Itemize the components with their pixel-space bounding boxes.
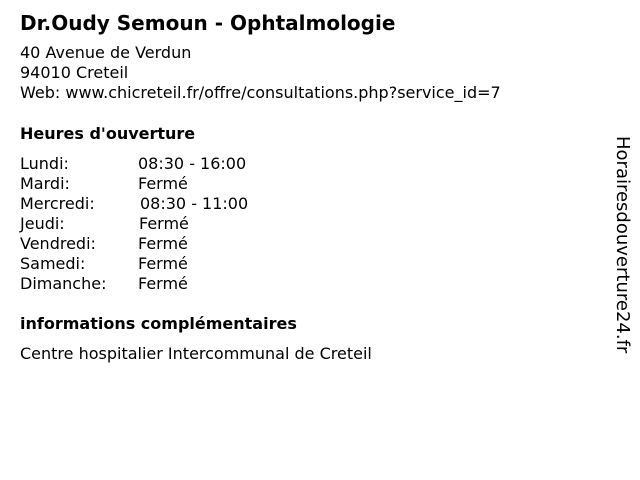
hours-day: Lundi: — [20, 154, 69, 173]
address-street: 40 Avenue de Verdun — [20, 43, 192, 62]
hours-table — [20, 154, 320, 294]
hours-time: Fermé — [139, 214, 189, 233]
hours-row — [20, 194, 320, 214]
address-city: 94010 Creteil — [20, 63, 129, 82]
page-title: Dr.Oudy Semoun - Ophtalmologie — [20, 11, 396, 35]
hours-day: Vendredi: — [20, 234, 96, 253]
hours-row — [20, 214, 320, 234]
hours-time: Fermé — [138, 254, 188, 273]
info-text: Centre hospitalier Intercommunal de Creteil — [20, 344, 372, 363]
hours-day: Mercredi: — [20, 194, 95, 213]
hours-day: Mardi: — [20, 174, 70, 193]
hours-time: 08:30 - 11:00 — [140, 194, 249, 213]
hours-row — [20, 234, 320, 254]
website-link[interactable]: Web: www.chicreteil.fr/offre/consultations.php?service_id=7 — [20, 83, 501, 102]
hours-time: 08:30 - 16:00 — [138, 154, 247, 173]
hours-row — [20, 174, 320, 194]
hours-row — [20, 274, 320, 294]
info-heading: informations complémentaires — [20, 314, 297, 333]
hours-time: Fermé — [138, 274, 188, 293]
address-block — [20, 43, 501, 103]
hours-time: Fermé — [138, 174, 188, 193]
hours-row — [20, 254, 320, 274]
hours-day: Dimanche: — [20, 274, 107, 293]
hours-row — [20, 154, 320, 174]
hours-time: Fermé — [138, 234, 188, 253]
hours-day: Samedi: — [20, 254, 86, 273]
site-watermark: Horairesdouverture24.fr — [612, 136, 633, 354]
hours-heading: Heures d'ouverture — [20, 124, 196, 143]
hours-day: Jeudi: — [20, 214, 65, 233]
